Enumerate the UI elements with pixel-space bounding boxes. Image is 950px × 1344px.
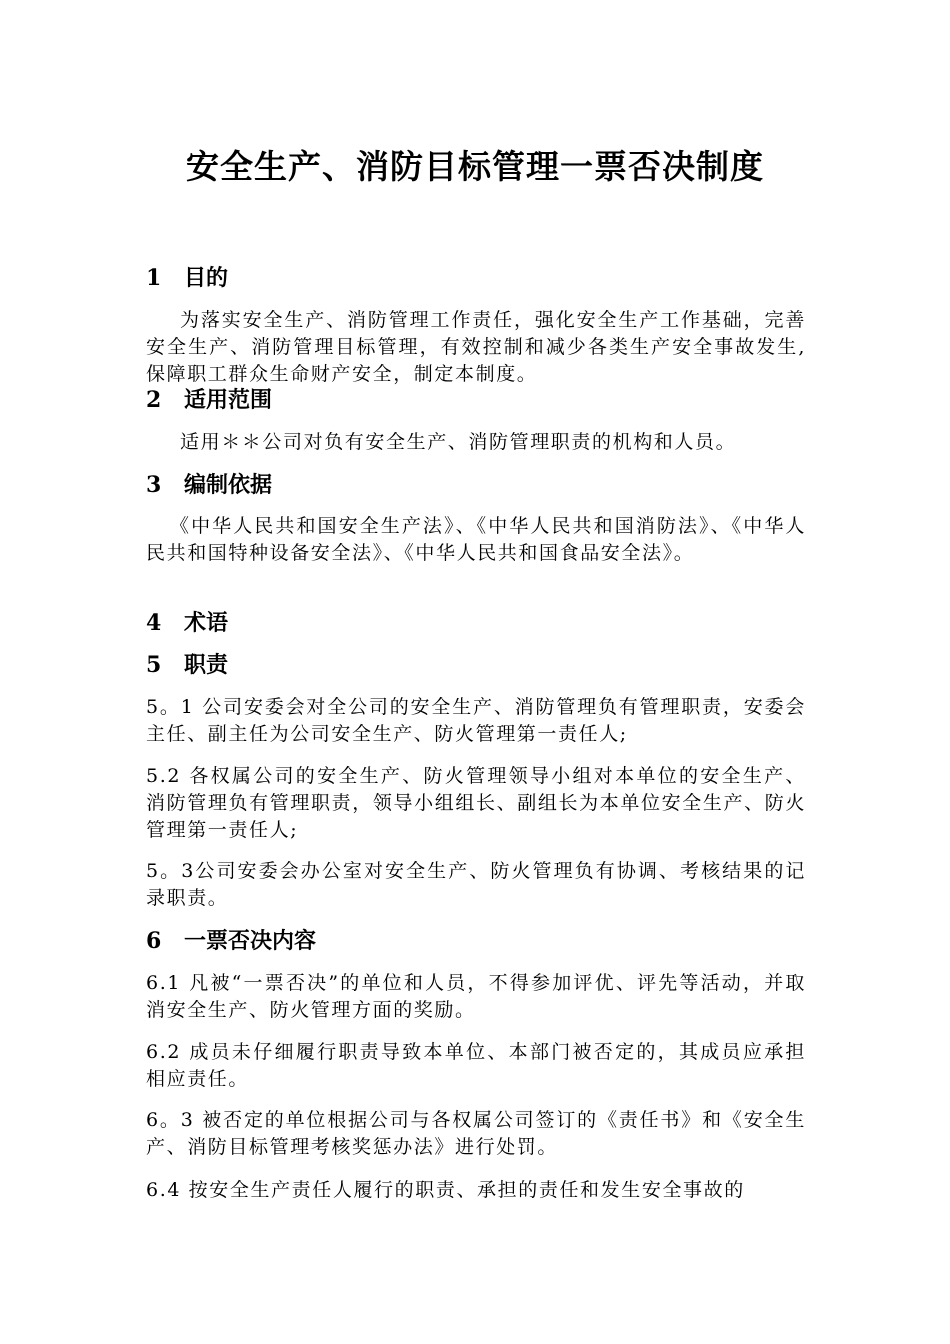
section-title: 职责: [184, 652, 229, 678]
paragraph-6-2: 6.2 成员未仔细履行职责导致本单位、本部门被否定的，其成员应承担相应责任。: [146, 1041, 806, 1090]
paragraph-5-3: 5。3公司安委会办公室对安全生产、防火管理负有协调、考核结果的记录职责。: [146, 860, 806, 909]
section-heading-4: [146, 607, 228, 639]
section-number: 5: [146, 652, 162, 678]
paragraph-5-2: 5.2 各权属公司的安全生产、防火管理领导小组对本单位的安全生产、消防管理负有管理职责，领导小组组长、副组长为本单位安全生产、防火管理第一责任人;: [146, 765, 806, 841]
paragraph-6-3: 6。3 被否定的单位根据公司与各权属公司签订的《责任书》和《安全生产、消防目标管理考核奖惩办法》进行处罚。: [146, 1109, 806, 1158]
section-number: 1: [146, 265, 162, 291]
section-heading-6: [146, 925, 316, 957]
section-title: 编制依据: [184, 472, 273, 498]
paragraph-6-4: 6.4 按安全生产责任人履行的职责、承担的责任和发生安全事故的: [146, 1179, 745, 1201]
section-title: 一票否决内容: [184, 928, 317, 954]
section-heading-3: [146, 469, 272, 501]
section-number: 3: [146, 472, 162, 498]
section-title: 术语: [184, 610, 229, 636]
section-number: 2: [146, 387, 162, 413]
document-title: 安全生产、消防目标管理一票否决制度: [186, 147, 764, 186]
section-number: 6: [146, 928, 162, 954]
section-title: 目的: [184, 265, 229, 291]
paragraph-purpose: 为落实安全生产、消防管理工作责任，强化安全生产工作基础，完善安全生产、消防管理目标管理，有效控制和减少各类生产安全事故发生,保障职工群众生命财产安全，制定本制度。: [146, 309, 806, 385]
section-heading-5: [146, 649, 228, 681]
paragraph-5-1: 5。1 公司安委会对全公司的安全生产、消防管理负有管理职责，安委会主任、副主任为公司安全生产、防火管理第一责任人;: [146, 696, 806, 745]
section-heading-1: [146, 262, 228, 294]
paragraph-6-1: 6.1 凡被“一票否决”的单位和人员，不得参加评优、评先等活动，并取消安全生产、防火管理方面的奖励。: [146, 972, 806, 1021]
section-number: 4: [146, 610, 162, 636]
paragraph-scope: 适用＊＊公司对负有安全生产、消防管理职责的机构和人员。: [180, 431, 737, 453]
section-heading-2: [146, 384, 272, 416]
section-title: 适用范围: [184, 387, 273, 413]
paragraph-basis: 《中华人民共和国安全生产法》、《中华人民共和国消防法》、《中华人民共和国特种设备安全法》、《中华人民共和国食品安全法》。: [146, 515, 806, 564]
